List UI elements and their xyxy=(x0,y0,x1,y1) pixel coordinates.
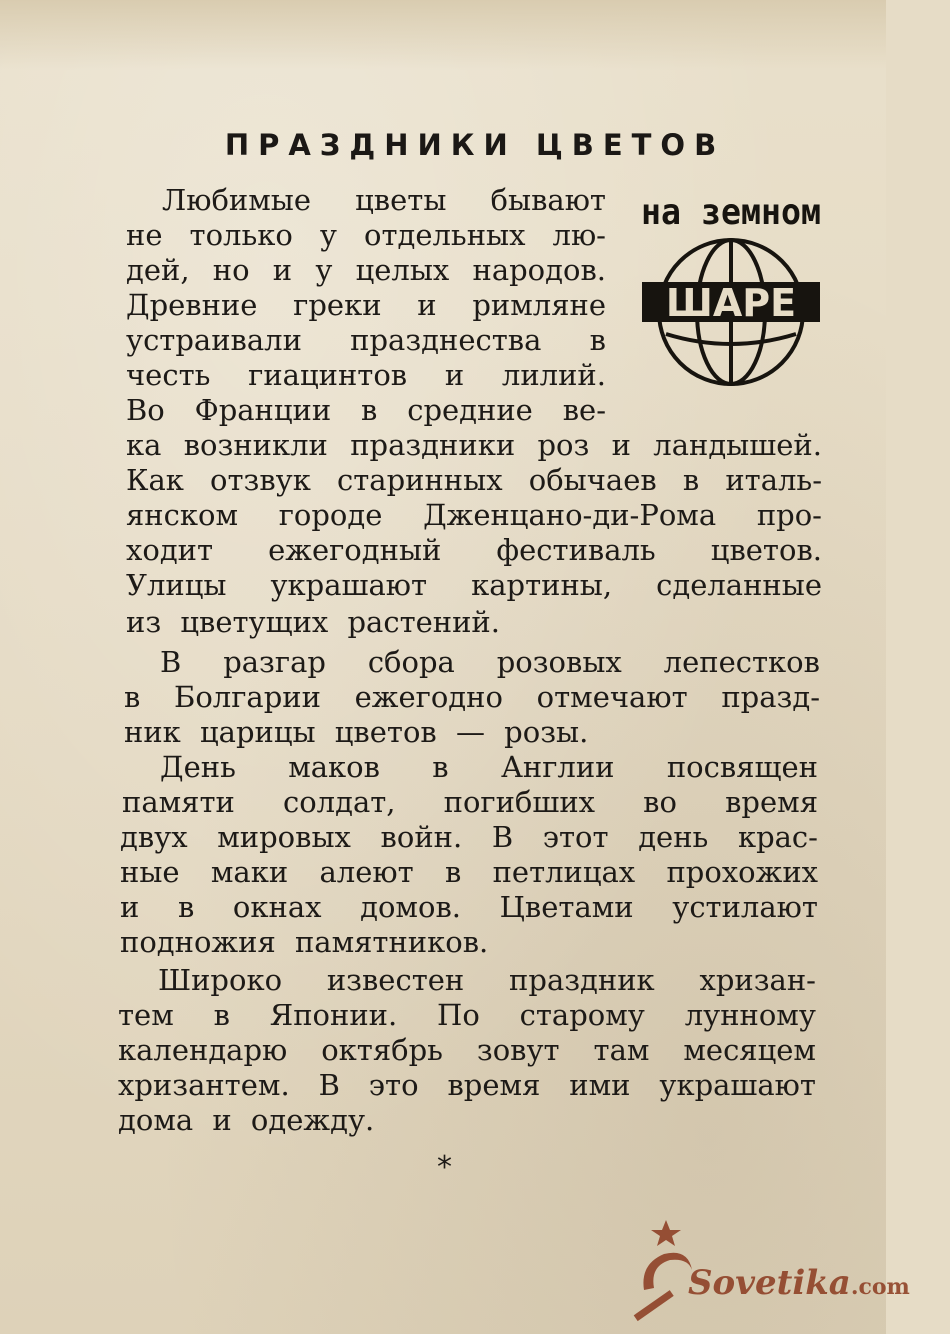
text-line-content: из цветущих растений. xyxy=(126,605,500,639)
watermark-domain: .com xyxy=(850,1274,910,1300)
word: в xyxy=(432,750,449,784)
text-line xyxy=(118,1067,816,1103)
word: Японии. xyxy=(269,998,398,1032)
word: лилий. xyxy=(501,358,606,392)
word: в xyxy=(444,855,462,889)
word: ими xyxy=(569,1068,631,1102)
text-line-content: подножия памятников. xyxy=(120,925,489,959)
word: в xyxy=(177,890,195,924)
word: погибших xyxy=(443,785,596,819)
globe-emblem-icon xyxy=(636,184,826,390)
word: и xyxy=(120,890,140,924)
word: в xyxy=(213,998,230,1032)
word: мировых xyxy=(217,820,351,854)
text-line xyxy=(126,217,606,253)
word: разгар xyxy=(223,645,326,679)
word: Широко xyxy=(158,963,283,997)
word: алеют xyxy=(319,855,414,889)
word: маков xyxy=(288,750,380,784)
word: лю- xyxy=(552,218,606,252)
word: греки xyxy=(293,288,382,322)
text-line xyxy=(126,462,822,498)
word: день xyxy=(638,820,709,854)
word: тем xyxy=(118,998,174,1032)
word: честь xyxy=(126,358,211,392)
text-line xyxy=(118,1102,816,1138)
word: Древние xyxy=(126,288,258,322)
word: зовут xyxy=(476,1033,560,1067)
watermark-text xyxy=(688,1263,910,1303)
word: бывают xyxy=(490,183,606,217)
word: В xyxy=(318,1068,340,1102)
text-line xyxy=(120,924,818,960)
text-line xyxy=(124,679,820,715)
word: Англии xyxy=(500,750,615,784)
word: старому xyxy=(519,998,645,1032)
text-line xyxy=(126,357,606,393)
word: народов. xyxy=(472,253,606,287)
word: отзвук xyxy=(210,463,311,497)
word: в xyxy=(682,463,700,497)
word: не xyxy=(126,218,163,252)
word: памяти xyxy=(122,785,235,819)
word: старинных xyxy=(337,463,503,497)
text-line xyxy=(120,854,818,890)
text-line xyxy=(160,749,818,785)
word: украшают xyxy=(659,1068,816,1102)
word: сделанные xyxy=(656,568,822,602)
word: Улицы xyxy=(126,568,227,602)
word: время xyxy=(725,785,818,819)
word: месяцем xyxy=(683,1033,816,1067)
word: празднества xyxy=(350,323,542,357)
text-line xyxy=(126,567,822,603)
word: прохожих xyxy=(666,855,818,889)
word: праздник xyxy=(509,963,655,997)
word: украшают xyxy=(270,568,428,602)
word: ве- xyxy=(562,393,606,427)
word: розовых xyxy=(496,645,622,679)
word: В xyxy=(491,820,514,854)
word: гиацинтов xyxy=(248,358,408,392)
text-line xyxy=(126,252,606,288)
word: войн. xyxy=(380,820,463,854)
word: крас- xyxy=(737,820,818,854)
page-top-edge-shadow xyxy=(0,0,886,70)
text-line xyxy=(120,889,818,925)
word: у xyxy=(319,218,337,252)
word: роз xyxy=(537,428,590,462)
word: цветы xyxy=(355,183,447,217)
text-line-content: ник царицы цветов — розы. xyxy=(124,715,589,749)
word: янском xyxy=(126,498,239,532)
word: это xyxy=(368,1068,419,1102)
word: ка xyxy=(126,428,162,462)
word: возникли xyxy=(183,428,328,462)
word: только xyxy=(189,218,293,252)
word: В xyxy=(160,645,182,679)
word: Любимые xyxy=(162,183,312,217)
word: отдельных xyxy=(363,218,526,252)
word: домов. xyxy=(360,890,461,924)
word: По xyxy=(437,998,480,1032)
word: цветов. xyxy=(710,533,822,567)
emblem-top-text: на земном xyxy=(641,192,821,233)
word: хризан- xyxy=(699,963,816,997)
word: ежегодно xyxy=(354,680,503,714)
word: хризантем. xyxy=(118,1068,290,1102)
text-line xyxy=(120,819,818,855)
word: двух xyxy=(120,820,188,854)
word: и xyxy=(417,288,437,322)
word: Цветами xyxy=(499,890,634,924)
text-line xyxy=(158,962,816,998)
section-divider-asterisk: * xyxy=(437,1150,452,1185)
word: маки xyxy=(210,855,289,889)
word: фестиваль xyxy=(496,533,656,567)
word: ные xyxy=(120,855,180,889)
text-line xyxy=(160,644,820,680)
text-line xyxy=(122,784,818,820)
word: лепестков xyxy=(663,645,820,679)
word: Франции xyxy=(194,393,332,427)
word: картины, xyxy=(471,568,613,602)
word: у xyxy=(315,253,333,287)
word: в xyxy=(124,680,141,714)
word: ходит xyxy=(126,533,214,567)
text-line xyxy=(118,1032,816,1068)
text-line xyxy=(118,997,816,1033)
text-line xyxy=(126,497,822,533)
word: время xyxy=(447,1068,541,1102)
word: но xyxy=(212,253,250,287)
word: ландышей. xyxy=(653,428,822,462)
word: в xyxy=(361,393,378,427)
word: праздники xyxy=(350,428,516,462)
word: сбора xyxy=(367,645,455,679)
word: празд- xyxy=(721,680,820,714)
word: отмечают xyxy=(536,680,688,714)
word: солдат, xyxy=(282,785,396,819)
text-line xyxy=(126,392,606,428)
word: Во xyxy=(126,393,165,427)
text-line-content: дома и одежду. xyxy=(118,1103,375,1137)
word: и xyxy=(611,428,631,462)
word: ежегодный xyxy=(268,533,442,567)
word: петлицах xyxy=(492,855,636,889)
word: известен xyxy=(326,963,465,997)
word: обычаев xyxy=(528,463,657,497)
word: и xyxy=(272,253,293,287)
text-line xyxy=(124,714,820,750)
word: устилают xyxy=(672,890,818,924)
text-line xyxy=(126,604,822,640)
word: городе xyxy=(278,498,383,532)
page-title: ПРАЗДНИКИ ЦВЕТОВ xyxy=(224,128,726,162)
word: календарю xyxy=(118,1033,288,1067)
word: этот xyxy=(542,820,609,854)
word: целых xyxy=(355,253,450,287)
word: лунному xyxy=(684,998,816,1032)
watermark-name: Sovetika xyxy=(688,1263,851,1303)
word: День xyxy=(160,750,236,784)
text-line xyxy=(126,287,606,323)
text-line xyxy=(126,427,822,463)
word: во xyxy=(643,785,677,819)
word: в xyxy=(589,323,606,357)
word: Дженцано-ди-Рома xyxy=(423,498,717,532)
word: посвящен xyxy=(666,750,818,784)
text-line xyxy=(126,322,606,358)
word: римляне xyxy=(472,288,606,322)
word: устраивали xyxy=(126,323,302,357)
word: окнах xyxy=(232,890,322,924)
word: октябрь xyxy=(321,1033,443,1067)
word: там xyxy=(593,1033,650,1067)
word: средние xyxy=(407,393,533,427)
word: и xyxy=(444,358,465,392)
word: Болгарии xyxy=(174,680,321,714)
text-line xyxy=(162,182,606,218)
word: италь- xyxy=(725,463,822,497)
text-line xyxy=(126,532,822,568)
emblem-bottom-text: ШАРЕ xyxy=(665,281,797,325)
word: дей, xyxy=(126,253,190,287)
word: про- xyxy=(756,498,822,532)
word: Как xyxy=(126,463,184,497)
